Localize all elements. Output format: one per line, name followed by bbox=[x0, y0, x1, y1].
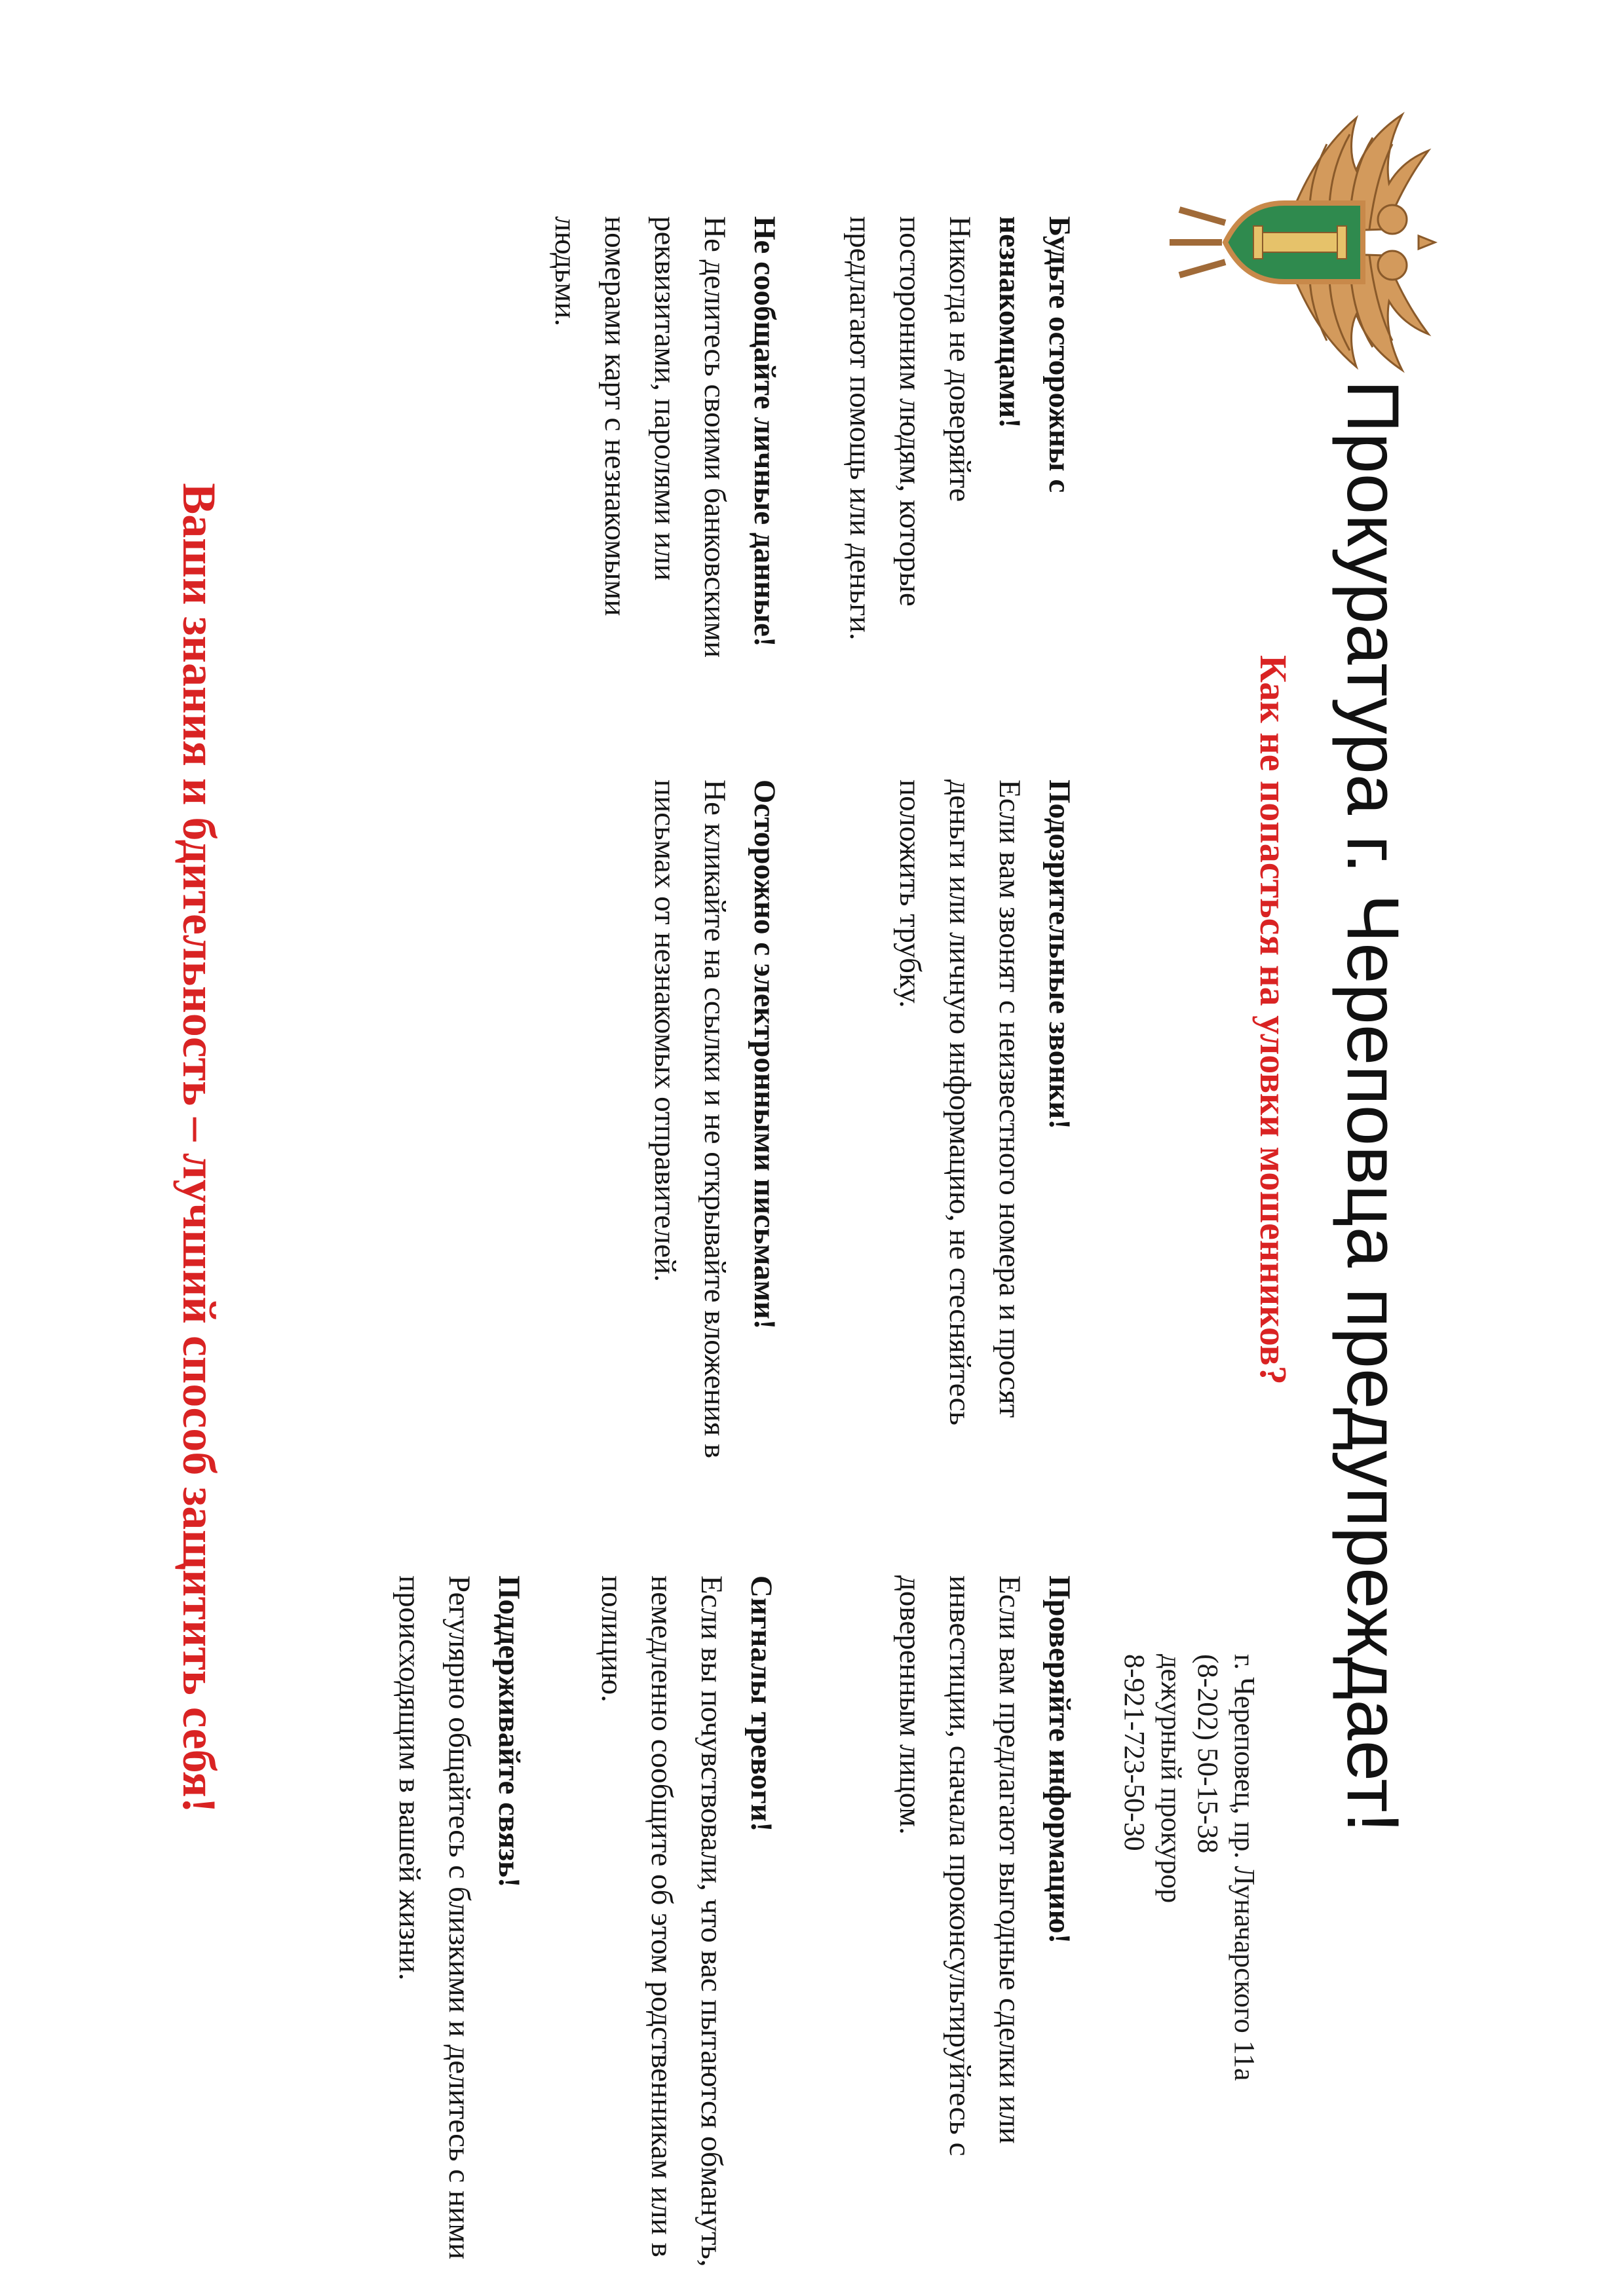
tip-personal-data bbox=[541, 216, 790, 711]
tip-text: Если вам предлагают выгодные сделки или инвестиции, сначала проконсультируйтесь с доверенным лицом. bbox=[893, 1575, 1027, 2156]
tip-heading: Осторожно с электронными письмами! bbox=[748, 780, 782, 1330]
contact-info bbox=[1116, 1654, 1263, 2270]
tip-alarm-signals bbox=[587, 1575, 786, 2270]
page-subtitle: Как не попасться на уловки мошенников? bbox=[1252, 655, 1295, 1385]
tip-heading: Подозрительные звонки! bbox=[1042, 780, 1077, 1129]
tip-suspicious-calls bbox=[885, 780, 1084, 1467]
phone-number: (8-202) 50-15-38 bbox=[1192, 1654, 1224, 1854]
duty-label: дежурный прокурор bbox=[1155, 1654, 1187, 1904]
tip-heading: Будьте осторожны с незнакомцами! bbox=[993, 216, 1077, 493]
tip-stay-in-touch bbox=[385, 1575, 534, 2270]
page-title: Прокуратура г. Череповца предупреждает! bbox=[1332, 380, 1414, 1833]
tip-check-info bbox=[885, 1575, 1084, 2270]
tip-emails bbox=[640, 780, 790, 1467]
tip-heading: Поддерживайте связь! bbox=[492, 1575, 526, 1888]
tip-heading: Проверяйте информацию! bbox=[1042, 1575, 1077, 1944]
tip-text: Если вам звонят с неизвестного номера и просят деньги или личную информацию, не стесняйтесь положить трубку. bbox=[893, 780, 1027, 1425]
address: г. Череповец, пр. Луначарского 11а bbox=[1229, 1654, 1261, 2081]
tip-text: Если вы почувствовали, что вас пытаются обмануть, немедленно сообщите об этом родственникам или в полицию. bbox=[595, 1575, 729, 2267]
tip-heading: Сигналы тревоги! bbox=[744, 1575, 778, 1832]
tip-text: Никогда не доверяйте посторонним людям, которые предлагают помощь или деньги. bbox=[843, 216, 977, 641]
tip-text: Не делитесь своими банковскими реквизитами, паролями или номерами карт с незнакомыми людьми. bbox=[548, 216, 732, 658]
duty-phone: 8-921-723-50-30 bbox=[1118, 1654, 1151, 1851]
tip-heading: Не сообщайте личные данные! bbox=[748, 216, 782, 647]
tip-strangers bbox=[835, 216, 1084, 681]
slogan: Ваши знания и бдительность – лучший способ защитить себя! bbox=[173, 483, 225, 1813]
prosecutor-emblem-icon bbox=[1160, 98, 1448, 386]
tip-text: Регулярно общайтесь с близкими и делитесь с ними происходящим в вашей жизни. bbox=[392, 1575, 476, 2260]
tip-text: Не кликайте на ссылки и не открывайте вложения в письмах от незнакомых отправителей. bbox=[648, 780, 732, 1459]
